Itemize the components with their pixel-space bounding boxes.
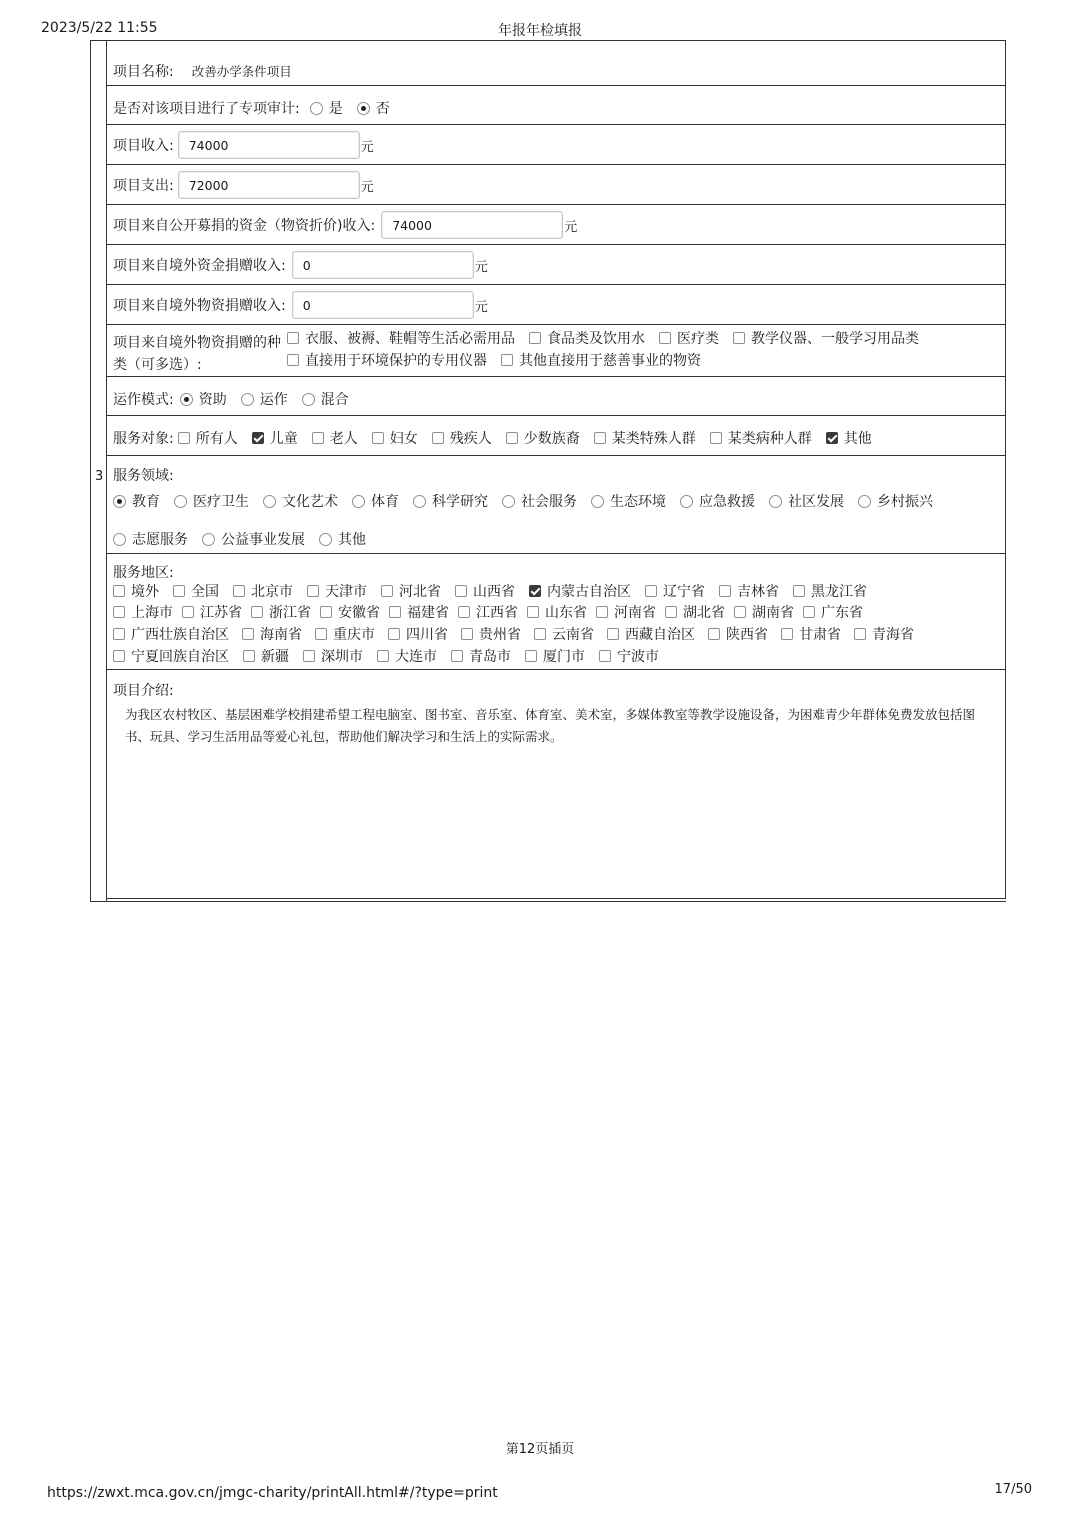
region-option[interactable] bbox=[377, 646, 437, 666]
region-option[interactable] bbox=[607, 624, 695, 644]
radio-button[interactable] bbox=[302, 393, 315, 406]
fields-label: 服务领域: bbox=[113, 468, 174, 484]
region-option[interactable] bbox=[461, 624, 521, 644]
region-option-label: 新疆 bbox=[261, 649, 289, 665]
field-option[interactable] bbox=[502, 491, 577, 511]
checkbox[interactable] bbox=[312, 432, 324, 444]
goods-types-options-2 bbox=[287, 350, 715, 370]
overseas-funds-label: 项目来自境外资金捐赠收入: bbox=[113, 258, 286, 274]
region-option-label: 甘肃省 bbox=[799, 627, 841, 643]
target-option[interactable] bbox=[252, 428, 298, 448]
expense-unit: 元 bbox=[360, 179, 374, 195]
row-targets bbox=[107, 416, 1006, 456]
target-option[interactable] bbox=[432, 428, 492, 448]
region-option-label: 厦门市 bbox=[543, 649, 585, 665]
target-option[interactable] bbox=[710, 428, 812, 448]
region-option[interactable] bbox=[242, 624, 302, 644]
region-option-label: 湖北省 bbox=[683, 605, 725, 621]
region-option[interactable] bbox=[182, 602, 242, 622]
row-intro bbox=[107, 670, 1006, 899]
checkbox[interactable] bbox=[659, 332, 671, 344]
checkbox[interactable] bbox=[708, 628, 720, 640]
radio-button[interactable] bbox=[357, 102, 370, 115]
checkbox[interactable] bbox=[251, 606, 263, 618]
region-option-label: 海南省 bbox=[260, 627, 302, 643]
targets-label: 服务对象: bbox=[113, 431, 174, 447]
checkbox[interactable] bbox=[665, 606, 677, 618]
radio-button[interactable] bbox=[310, 102, 323, 115]
region-option-label: 全国 bbox=[191, 584, 219, 600]
goods-type-option-label: 直接用于环境保护的专用仪器 bbox=[305, 353, 487, 369]
radio-button[interactable] bbox=[319, 533, 332, 546]
target-option-label: 某类特殊人群 bbox=[611, 431, 696, 447]
region-option[interactable] bbox=[527, 602, 587, 622]
radio-button[interactable] bbox=[502, 495, 515, 508]
checkbox[interactable] bbox=[781, 628, 793, 640]
region-option-label: 河北省 bbox=[399, 584, 441, 600]
region-option-label: 湖南省 bbox=[752, 605, 794, 621]
income-unit: 元 bbox=[360, 139, 374, 155]
region-option[interactable] bbox=[599, 646, 659, 666]
project-form-frame bbox=[90, 40, 1006, 902]
region-option[interactable] bbox=[381, 581, 441, 601]
checkbox[interactable] bbox=[826, 432, 838, 444]
mode-option[interactable] bbox=[180, 389, 227, 409]
row-audit bbox=[107, 86, 1006, 125]
overseas-goods-input[interactable]: 0 bbox=[292, 291, 474, 319]
row-income bbox=[107, 125, 1006, 165]
region-option-label: 上海市 bbox=[131, 605, 173, 621]
region-option-label: 大连市 bbox=[395, 649, 437, 665]
target-option[interactable] bbox=[178, 428, 238, 448]
region-option[interactable] bbox=[451, 646, 511, 666]
mode-option-label: 资助 bbox=[198, 392, 227, 408]
region-option[interactable] bbox=[113, 646, 229, 666]
checkbox[interactable] bbox=[461, 628, 473, 640]
region-option-label: 西藏自治区 bbox=[625, 627, 695, 643]
field-option[interactable] bbox=[319, 529, 366, 549]
regions-options-2 bbox=[113, 602, 872, 622]
print-datetime: 2023/5/22 11:55 bbox=[41, 20, 158, 36]
region-option-label: 青岛市 bbox=[469, 649, 511, 665]
field-option[interactable] bbox=[263, 491, 338, 511]
region-option-label: 陕西省 bbox=[726, 627, 768, 643]
radio-button[interactable] bbox=[113, 533, 126, 546]
fields-options-2 bbox=[113, 529, 380, 549]
public-funds-unit: 元 bbox=[564, 219, 578, 235]
target-option-label: 妇女 bbox=[389, 431, 418, 447]
expense-label: 项目支出: bbox=[113, 178, 174, 194]
radio-button[interactable] bbox=[263, 495, 276, 508]
regions-options-3 bbox=[113, 624, 927, 644]
region-option[interactable] bbox=[173, 581, 219, 601]
goods-type-option-label: 其他直接用于慈善事业的物资 bbox=[519, 353, 701, 369]
checkbox[interactable] bbox=[793, 585, 805, 597]
region-option-label: 浙江省 bbox=[269, 605, 311, 621]
target-option-label: 所有人 bbox=[195, 431, 238, 447]
checkbox[interactable] bbox=[315, 628, 327, 640]
region-option[interactable] bbox=[389, 602, 449, 622]
region-option[interactable] bbox=[388, 624, 448, 644]
checkbox[interactable] bbox=[525, 650, 537, 662]
checkbox[interactable] bbox=[710, 432, 722, 444]
goods-type-option-label: 食品类及饮用水 bbox=[547, 331, 645, 347]
targets-options bbox=[178, 428, 886, 448]
checkbox[interactable] bbox=[596, 606, 608, 618]
checkbox[interactable] bbox=[599, 650, 611, 662]
field-option-label: 志愿服务 bbox=[132, 532, 188, 548]
radio-button[interactable] bbox=[174, 495, 187, 508]
region-option[interactable] bbox=[307, 581, 367, 601]
field-option-label: 科学研究 bbox=[432, 494, 488, 510]
region-option[interactable] bbox=[113, 602, 173, 622]
overseas-goods-label: 项目来自境外物资捐赠收入: bbox=[113, 298, 286, 314]
region-option[interactable] bbox=[708, 624, 768, 644]
overseas-funds-unit: 元 bbox=[474, 259, 488, 275]
checkbox[interactable] bbox=[303, 650, 315, 662]
mode-options bbox=[180, 389, 363, 410]
checkbox[interactable] bbox=[458, 606, 470, 618]
goods-types-label-1: 项目来自境外物资捐赠的种 bbox=[113, 335, 281, 351]
region-option-label: 河南省 bbox=[614, 605, 656, 621]
region-option[interactable] bbox=[534, 624, 594, 644]
overseas-funds-input[interactable]: 0 bbox=[292, 251, 474, 279]
checkbox[interactable] bbox=[803, 606, 815, 618]
field-option-label: 文化艺术 bbox=[282, 494, 338, 510]
checkbox[interactable] bbox=[529, 332, 541, 344]
checkbox[interactable] bbox=[242, 628, 254, 640]
project-name-value: 改善办学条件项目 bbox=[191, 64, 292, 79]
region-option-label: 云南省 bbox=[552, 627, 594, 643]
region-option-label: 安徽省 bbox=[338, 605, 380, 621]
radio-button[interactable] bbox=[241, 393, 254, 406]
checkbox[interactable] bbox=[182, 606, 194, 618]
checkbox[interactable] bbox=[381, 585, 393, 597]
goods-type-option-label: 衣服、被褥、鞋帽等生活必需用品 bbox=[305, 331, 515, 347]
checkbox[interactable] bbox=[645, 585, 657, 597]
row-project-name bbox=[107, 41, 1006, 86]
target-option-label: 少数族裔 bbox=[523, 431, 580, 447]
region-option[interactable] bbox=[781, 624, 841, 644]
field-option[interactable] bbox=[113, 529, 188, 549]
row-expense bbox=[107, 165, 1006, 205]
region-option-label: 福建省 bbox=[407, 605, 449, 621]
target-option[interactable] bbox=[826, 428, 872, 448]
radio-button[interactable] bbox=[413, 495, 426, 508]
checkbox[interactable] bbox=[252, 432, 264, 444]
project-name-label: 项目名称: bbox=[113, 64, 174, 80]
checkbox[interactable] bbox=[733, 332, 745, 344]
region-option[interactable] bbox=[734, 602, 794, 622]
field-option[interactable] bbox=[680, 491, 755, 511]
region-option[interactable] bbox=[645, 581, 705, 601]
target-option[interactable] bbox=[506, 428, 580, 448]
field-option-label: 生态环境 bbox=[610, 494, 666, 510]
region-option-label: 天津市 bbox=[325, 584, 367, 600]
checkbox[interactable] bbox=[455, 585, 467, 597]
region-option-label: 宁波市 bbox=[617, 649, 659, 665]
audit-option[interactable] bbox=[357, 98, 390, 118]
fields-options-1 bbox=[113, 491, 947, 511]
row-regions bbox=[107, 554, 1006, 670]
field-option-label: 社会服务 bbox=[521, 494, 577, 510]
region-option-label: 北京市 bbox=[251, 584, 293, 600]
print-url: https://zwxt.mca.gov.cn/jmgc-charity/printAll.html#/?type=print bbox=[47, 1485, 498, 1501]
region-option[interactable] bbox=[529, 581, 631, 601]
region-option-label: 黑龙江省 bbox=[811, 584, 867, 600]
regions-label: 服务地区: bbox=[113, 565, 174, 581]
goods-type-option[interactable] bbox=[529, 328, 645, 348]
region-option-label: 辽宁省 bbox=[663, 584, 705, 600]
intro-text: 为我区农村牧区、基层困难学校捐建希望工程电脑室、图书室、音乐室、体育室、美术室，多媒体教室等教学设施设备，为困难青少年群体免费发放包括图书、玩具、学习生活用品等爱心礼包，帮助他们解决学习和生活上的实际需求。 bbox=[125, 707, 976, 744]
region-option[interactable] bbox=[854, 624, 914, 644]
region-option[interactable] bbox=[303, 646, 363, 666]
audit-options bbox=[310, 98, 404, 119]
field-option-label: 乡村振兴 bbox=[877, 494, 933, 510]
region-option-label: 山东省 bbox=[545, 605, 587, 621]
checkbox[interactable] bbox=[594, 432, 606, 444]
checkbox[interactable] bbox=[113, 628, 125, 640]
checkbox[interactable] bbox=[287, 354, 299, 366]
target-option[interactable] bbox=[372, 428, 418, 448]
field-option[interactable] bbox=[591, 491, 666, 511]
field-option-label: 社区发展 bbox=[788, 494, 844, 510]
region-option-label: 宁夏回族自治区 bbox=[131, 649, 229, 665]
region-option-label: 吉林省 bbox=[737, 584, 779, 600]
field-option[interactable] bbox=[174, 491, 249, 511]
region-option-label: 四川省 bbox=[406, 627, 448, 643]
field-option-label: 其他 bbox=[338, 532, 366, 548]
region-option[interactable] bbox=[793, 581, 867, 601]
radio-button[interactable] bbox=[352, 495, 365, 508]
field-option-label: 教育 bbox=[132, 494, 160, 510]
row-index: 3 bbox=[95, 469, 104, 484]
target-option-label: 老人 bbox=[329, 431, 358, 447]
goods-type-option[interactable] bbox=[287, 350, 487, 370]
mode-option-label: 混合 bbox=[320, 392, 349, 408]
radio-button[interactable] bbox=[180, 393, 193, 406]
field-option[interactable] bbox=[858, 491, 933, 511]
income-label: 项目收入: bbox=[113, 138, 174, 154]
region-option[interactable] bbox=[525, 646, 585, 666]
region-option[interactable] bbox=[113, 624, 229, 644]
goods-type-option[interactable] bbox=[501, 350, 701, 370]
checkbox[interactable] bbox=[534, 628, 546, 640]
region-option[interactable] bbox=[251, 602, 311, 622]
checkbox[interactable] bbox=[388, 628, 400, 640]
page-number: 17/50 bbox=[994, 1482, 1032, 1497]
field-option[interactable] bbox=[769, 491, 844, 511]
audit-option-label: 是 bbox=[328, 101, 343, 117]
income-input[interactable]: 74000 bbox=[178, 131, 360, 159]
checkbox[interactable] bbox=[527, 606, 539, 618]
region-option-label: 重庆市 bbox=[333, 627, 375, 643]
target-option[interactable] bbox=[594, 428, 696, 448]
goods-types-options-1 bbox=[287, 328, 933, 348]
region-option[interactable] bbox=[596, 602, 656, 622]
audit-option-label: 否 bbox=[375, 101, 390, 117]
target-option-label: 某类病种人群 bbox=[727, 431, 812, 447]
checkbox[interactable] bbox=[451, 650, 463, 662]
mode-label: 运作模式: bbox=[113, 392, 174, 409]
goods-type-option[interactable] bbox=[287, 328, 515, 348]
goods-type-option-label: 医疗类 bbox=[677, 331, 719, 347]
checkbox[interactable] bbox=[372, 432, 384, 444]
region-option[interactable] bbox=[458, 602, 518, 622]
goods-type-option[interactable] bbox=[733, 328, 919, 348]
region-option[interactable] bbox=[665, 602, 725, 622]
region-option-label: 内蒙古自治区 bbox=[547, 584, 631, 600]
mode-option[interactable] bbox=[241, 389, 288, 409]
region-option[interactable] bbox=[320, 602, 380, 622]
region-option[interactable] bbox=[803, 602, 863, 622]
field-option-label: 医疗卫生 bbox=[193, 494, 249, 510]
radio-button[interactable] bbox=[858, 495, 871, 508]
row-overseas-funds bbox=[107, 245, 1006, 285]
regions-options-1 bbox=[113, 581, 881, 601]
field-option[interactable] bbox=[413, 491, 488, 511]
checkbox[interactable] bbox=[607, 628, 619, 640]
region-option[interactable] bbox=[315, 624, 375, 644]
region-option[interactable] bbox=[233, 581, 293, 601]
region-option[interactable] bbox=[243, 646, 289, 666]
audit-label: 是否对该项目进行了专项审计: bbox=[113, 101, 300, 118]
mode-option[interactable] bbox=[302, 389, 349, 409]
checkbox[interactable] bbox=[307, 585, 319, 597]
insert-page-note: 第12页插页 bbox=[505, 1442, 575, 1457]
region-option-label: 江苏省 bbox=[200, 605, 242, 621]
checkbox[interactable] bbox=[854, 628, 866, 640]
goods-type-option[interactable] bbox=[659, 328, 719, 348]
checkbox[interactable] bbox=[178, 432, 190, 444]
field-option-label: 体育 bbox=[371, 494, 399, 510]
row-overseas-goods bbox=[107, 285, 1006, 325]
checkbox[interactable] bbox=[243, 650, 255, 662]
checkbox[interactable] bbox=[719, 585, 731, 597]
region-option-label: 贵州省 bbox=[479, 627, 521, 643]
checkbox[interactable] bbox=[432, 432, 444, 444]
region-option[interactable] bbox=[113, 581, 159, 601]
row-fields bbox=[107, 456, 1006, 554]
checkbox[interactable] bbox=[734, 606, 746, 618]
field-option[interactable] bbox=[352, 491, 399, 511]
checkbox[interactable] bbox=[377, 650, 389, 662]
region-option-label: 深圳市 bbox=[321, 649, 363, 665]
row-goods-types bbox=[107, 325, 1006, 377]
region-option-label: 境外 bbox=[131, 584, 159, 600]
field-option[interactable] bbox=[113, 491, 160, 511]
checkbox[interactable] bbox=[529, 585, 541, 597]
row-public-funds bbox=[107, 205, 1006, 245]
target-option-label: 残疾人 bbox=[449, 431, 492, 447]
overseas-goods-unit: 元 bbox=[474, 299, 488, 315]
region-option-label: 广西壮族自治区 bbox=[131, 627, 229, 643]
radio-button[interactable] bbox=[113, 495, 126, 508]
region-option-label: 江西省 bbox=[476, 605, 518, 621]
field-option-label: 应急救援 bbox=[699, 494, 755, 510]
radio-button[interactable] bbox=[591, 495, 604, 508]
field-option[interactable] bbox=[202, 529, 305, 549]
row-mode bbox=[107, 377, 1006, 416]
goods-types-label-2: 类（可多选）: bbox=[113, 357, 202, 373]
region-option-label: 广东省 bbox=[821, 605, 863, 621]
radio-button[interactable] bbox=[680, 495, 693, 508]
checkbox[interactable] bbox=[287, 332, 299, 344]
audit-option[interactable] bbox=[310, 98, 343, 118]
checkbox[interactable] bbox=[113, 606, 125, 618]
page-title: 年报年检填报 bbox=[498, 23, 582, 39]
checkbox[interactable] bbox=[173, 585, 185, 597]
region-option-label: 青海省 bbox=[872, 627, 914, 643]
index-column bbox=[91, 41, 107, 901]
mode-option-label: 运作 bbox=[259, 392, 288, 408]
checkbox[interactable] bbox=[320, 606, 332, 618]
goods-type-option-label: 教学仪器、一般学习用品类 bbox=[751, 331, 919, 347]
region-option-label: 山西省 bbox=[473, 584, 515, 600]
checkbox[interactable] bbox=[506, 432, 518, 444]
radio-button[interactable] bbox=[202, 533, 215, 546]
field-option-label: 公益事业发展 bbox=[221, 532, 305, 548]
checkbox[interactable] bbox=[389, 606, 401, 618]
checkbox[interactable] bbox=[501, 354, 513, 366]
target-option-label: 其他 bbox=[843, 431, 872, 447]
public-funds-input[interactable]: 74000 bbox=[381, 211, 563, 239]
project-form bbox=[106, 41, 1006, 901]
checkbox[interactable] bbox=[113, 650, 125, 662]
public-funds-label: 项目来自公开募捐的资金（物资折价)收入: bbox=[113, 218, 376, 234]
target-option-label: 儿童 bbox=[269, 431, 298, 447]
checkbox[interactable] bbox=[113, 585, 125, 597]
expense-input[interactable]: 72000 bbox=[178, 171, 360, 199]
intro-label: 项目介绍: bbox=[113, 683, 174, 699]
region-option[interactable] bbox=[455, 581, 515, 601]
target-option[interactable] bbox=[312, 428, 358, 448]
region-option[interactable] bbox=[719, 581, 779, 601]
radio-button[interactable] bbox=[769, 495, 782, 508]
checkbox[interactable] bbox=[233, 585, 245, 597]
regions-options-4 bbox=[113, 646, 673, 666]
